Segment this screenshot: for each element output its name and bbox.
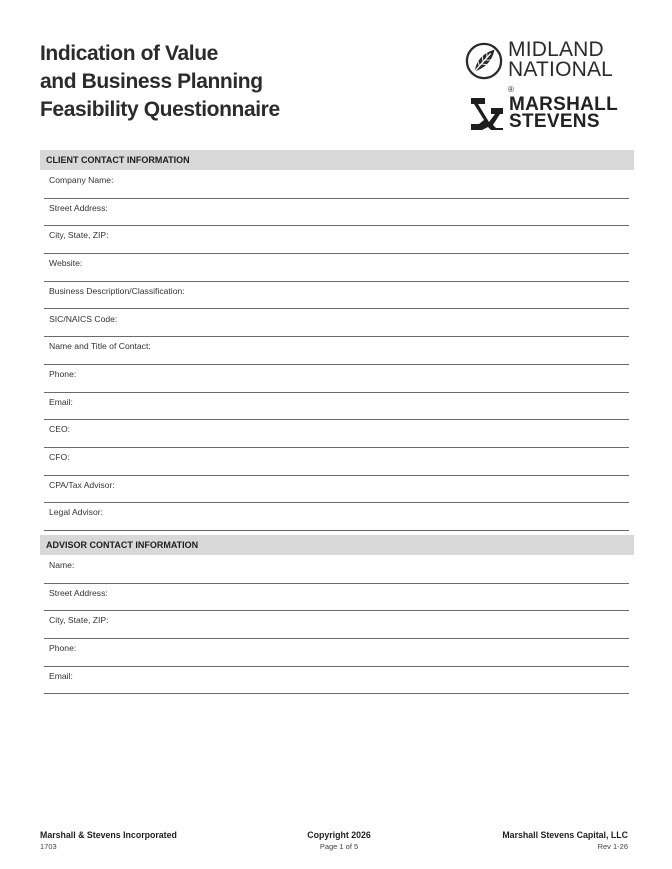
form-field-row <box>44 254 629 282</box>
field-input[interactable] <box>44 639 629 666</box>
field-label: Legal Advisor: <box>49 507 103 518</box>
form-field-row <box>44 420 629 448</box>
marshall-wordmark <box>509 96 618 130</box>
field-label: SIC/NAICS Code: <box>49 313 118 324</box>
registered-mark: ® <box>508 85 515 94</box>
form-field-row <box>44 611 629 639</box>
field-label: Name and Title of Contact: <box>49 341 151 352</box>
form-field-row <box>44 556 629 584</box>
field-label: Company Name: <box>49 175 114 185</box>
field-label: City, State, ZIP: <box>49 615 109 626</box>
footer-center <box>250 829 428 852</box>
form-field-row <box>44 639 629 667</box>
field-label: Street Address: <box>49 587 108 598</box>
midland-line-2: NATIONAL ® <box>508 60 613 100</box>
field-input[interactable] <box>44 226 629 253</box>
field-input[interactable] <box>44 420 629 447</box>
field-label: CPA/Tax Advisor: <box>49 479 115 490</box>
field-label: Business Description/Classification: <box>49 285 185 296</box>
field-label: Phone: <box>49 368 77 379</box>
field-input[interactable] <box>44 503 629 530</box>
footer-copyright: Copyright 2026 <box>307 830 371 840</box>
midland-line-1: MIDLAND <box>508 38 604 61</box>
field-input[interactable] <box>44 476 629 503</box>
ampersand-icon <box>469 96 505 130</box>
footer-form-number: 1703 <box>40 842 57 851</box>
field-input[interactable] <box>44 337 629 364</box>
field-label: Name: <box>49 560 75 570</box>
field-input[interactable] <box>44 448 629 475</box>
title-line-2: and Business Planning <box>40 70 263 93</box>
form-field-row <box>44 337 629 365</box>
footer-right <box>502 829 628 852</box>
field-label: Email: <box>49 396 73 407</box>
form-field-row <box>44 365 629 393</box>
footer-company: Marshall & Stevens Incorporated <box>40 830 177 840</box>
client-section-header: CLIENT CONTACT INFORMATION <box>40 150 634 170</box>
title-line-3: Feasibility Questionnaire <box>40 98 280 121</box>
marshall-stevens-logo <box>469 96 639 130</box>
footer-revision: Rev 1-26 <box>597 842 628 851</box>
field-input[interactable] <box>44 584 629 611</box>
form-field-row <box>44 667 629 695</box>
field-input[interactable] <box>44 171 629 198</box>
field-input[interactable] <box>44 254 629 281</box>
field-input[interactable] <box>44 611 629 638</box>
form-field-row <box>44 393 629 421</box>
field-input[interactable] <box>44 282 629 309</box>
document-title <box>40 40 280 124</box>
marshall-line-2: STEVENS <box>509 111 600 132</box>
field-input[interactable] <box>44 667 629 694</box>
form-field-row <box>44 448 629 476</box>
field-label: Phone: <box>49 643 77 654</box>
field-label: Website: <box>49 258 83 269</box>
advisor-section-header: ADVISOR CONTACT INFORMATION <box>40 535 634 555</box>
footer-left <box>40 829 177 852</box>
field-label: Street Address: <box>49 202 108 213</box>
midland-national-logo <box>465 38 635 94</box>
title-line-1: Indication of Value <box>40 42 218 65</box>
field-input[interactable] <box>44 199 629 226</box>
form-field-row <box>44 226 629 254</box>
form-field-row <box>44 199 629 227</box>
form-field-row <box>44 503 629 531</box>
footer-capital: Marshall Stevens Capital, LLC <box>502 830 628 840</box>
field-label: City, State, ZIP: <box>49 230 109 241</box>
marshall-line-1: MARSHALL <box>509 94 618 115</box>
field-label: Email: <box>49 670 73 681</box>
form-field-row <box>44 584 629 612</box>
midland-wordmark <box>508 40 613 100</box>
field-input[interactable] <box>44 393 629 420</box>
leaf-icon <box>465 42 503 80</box>
field-input[interactable] <box>44 310 629 337</box>
field-label: CFO: <box>49 452 70 462</box>
field-label: CEO: <box>49 424 71 435</box>
field-input[interactable] <box>44 556 629 583</box>
form-field-row <box>44 171 629 199</box>
form-field-row <box>44 476 629 504</box>
footer-page-number: Page 1 of 5 <box>319 842 359 851</box>
field-input[interactable] <box>44 365 629 392</box>
form-field-row <box>44 310 629 338</box>
form-field-row <box>44 282 629 310</box>
